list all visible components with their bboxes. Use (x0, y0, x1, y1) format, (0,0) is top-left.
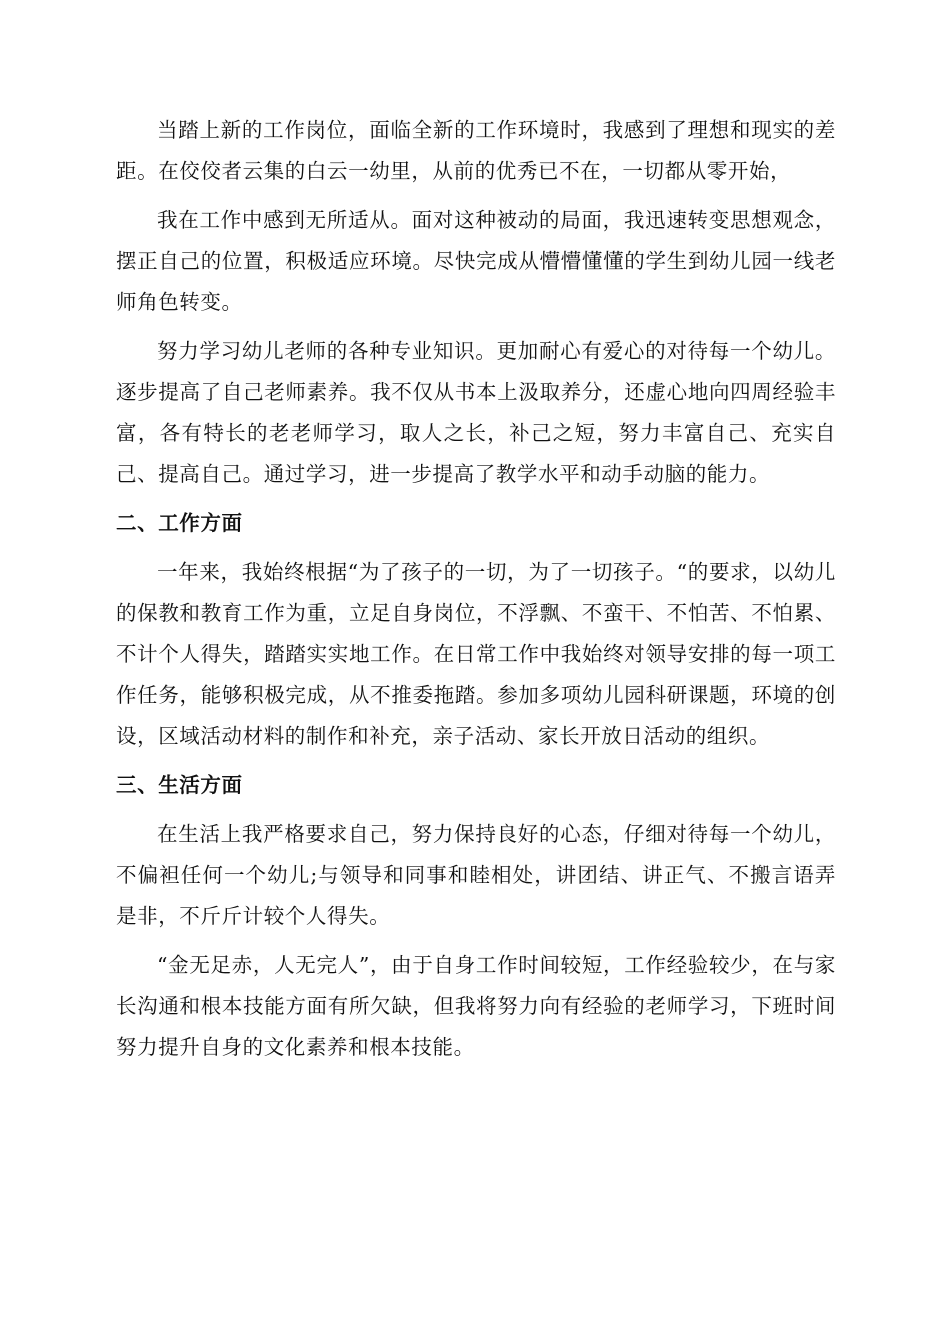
document-body (116, 110, 836, 1076)
paragraph-life-2: “金无足赤，人无完人”，由于自身工作时间较短，工作经验较少，在与家长沟通和根本技能方面有所欠缺，但我将努力向有经验的老师学习，下班时间努力提升自身的文化素养和根本技能。 (116, 953, 836, 1059)
paragraph-work: 一年来，我始终根据“为了孩子的一切，为了一切孩子。“的要求，以幼儿的保教和教育工作为重，立足自身岗位，不浮飘、不蛮干、不怕苦、不怕累、不计个人得失，踏踏实实地工作。在日常工作中我始终对领导安排的每一项工作任务，能够积极完成，从不推委拖踏。参加多项幼儿园科研课题，环境的创设，区域活动材料的制作和补充，亲子活动、家长开放日活动的组织。 (116, 560, 836, 748)
section-heading-work: 二、工作方面 (116, 511, 243, 535)
paragraph-life-1: 在生活上我严格要求自己，努力保持良好的心态，仔细对待每一个幼儿，不偏袒任何一个幼儿;与领导和同事和睦相处，讲团结、讲正气、不搬言语弄是非，不斤斤计较个人得失。 (116, 822, 836, 928)
paragraph-intro-1: 当踏上新的工作岗位，面临全新的工作环境时，我感到了理想和现实的差距。在佼佼者云集的白云一幼里，从前的优秀已不在，一切都从零开始， (116, 118, 836, 183)
paragraph-intro-2: 我在工作中感到无所适从。面对这种被动的局面，我迅速转变思想观念，摆正自己的位置，积极适应环境。尽快完成从懵懵懂懂的学生到幼儿园一线老师角色转变。 (116, 208, 836, 314)
section-heading-life: 三、生活方面 (116, 773, 243, 797)
paragraph-intro-3: 努力学习幼儿老师的各种专业知识。更加耐心有爱心的对待每一个幼儿。逐步提高了自己老师素养。我不仅从书本上汲取养分，还虚心地向四周经验丰富，各有特长的老老师学习，取人之长，补己之短，努力丰富自己、充实自己、提高自己。通过学习，进一步提高了教学水平和动手动脑的能力。 (116, 339, 836, 486)
